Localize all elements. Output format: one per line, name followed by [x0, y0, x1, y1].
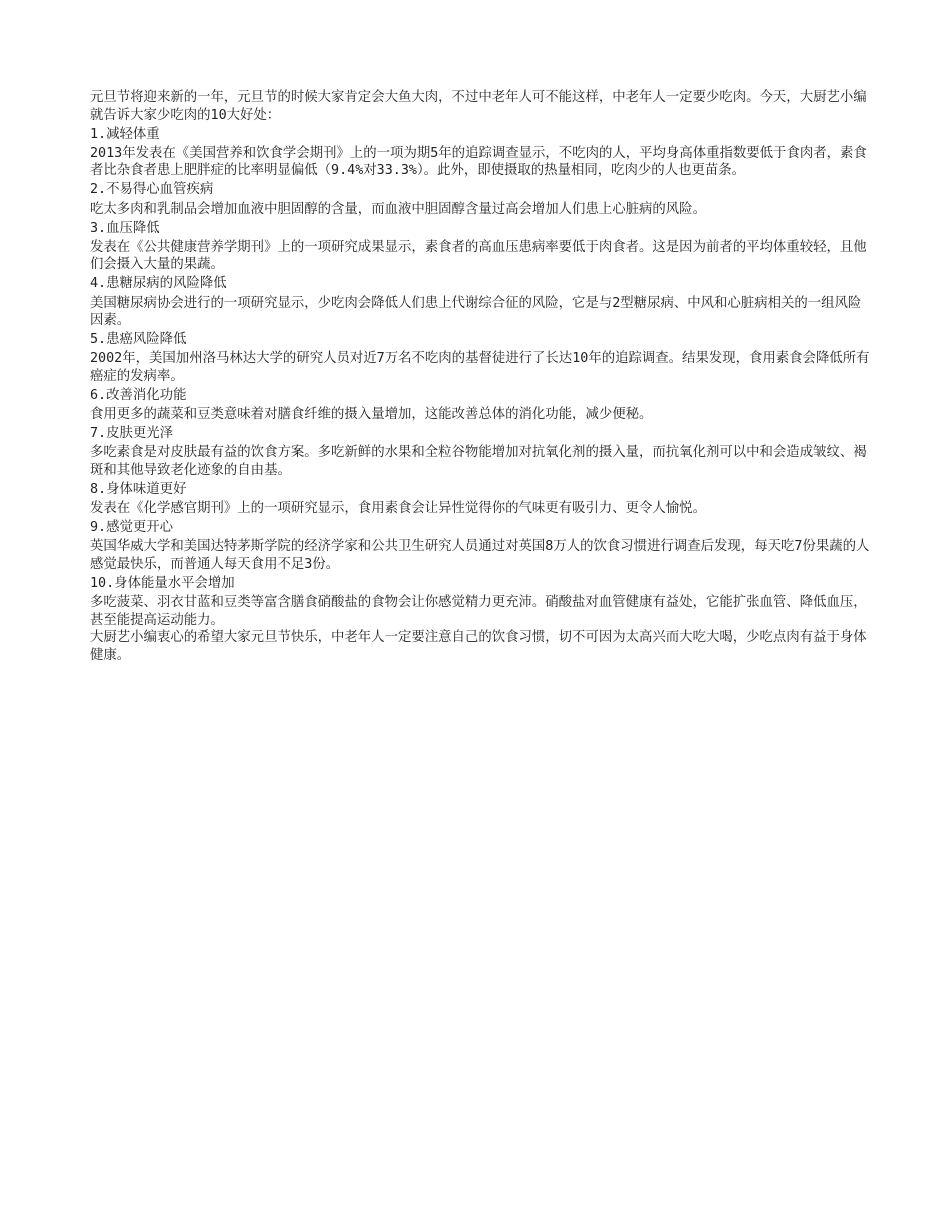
article [90, 89, 870, 664]
section-body-1: 2013年发表在《美国营养和饮食学会期刊》上的一项为期5年的追踪调查显示，不吃肉的人，平均身高体重指数要低于食肉者，素食者比杂食者患上肥胖症的比率明显偏低（9.4%对33.3%）。此外，即使摄取的热量相同，吃肉少的人也更苗条。 [90, 145, 867, 179]
section-heading-10: 10.身体能量水平会增加 [90, 575, 235, 591]
section-body-2: 吃太多肉和乳制品会增加血液中胆固醇的含量，而血液中胆固醇含量过高会增加人们患上心脏病的风险。 [90, 201, 706, 217]
section-heading-4: 4.患糖尿病的风险降低 [90, 276, 227, 292]
section-body-10: 多吃菠菜、羽衣甘蓝和豆类等富含膳食硝酸盐的食物会让你感觉精力更充沛。硝酸盐对血管健康有益处，它能扩张血管、降低血压，甚至能提高运动能力。 [90, 595, 867, 628]
section-body-9: 英国华威大学和美国达特茅斯学院的经济学家和公共卫生研究人员通过对英国8万人的饮食习惯进行调查后发现，每天吃7份果蔬的人感觉最快乐，而普通人每天食用不足3份。 [90, 539, 870, 572]
section-body-4: 美国糖尿病协会进行的一项研究显示，少吃肉会降低人们患上代谢综合征的风险，它是与2型糖尿病、中风和心脏病相关的一组风险因素。 [90, 295, 862, 329]
section-body-6: 食用更多的蔬菜和豆类意味着对膳食纤维的摄入量增加，这能改善总体的消化功能，减少便秘。 [90, 407, 653, 423]
section-heading-2: 2.不易得心血管疾病 [90, 182, 214, 198]
section-body-3: 发表在《公共健康营养学期刊》上的一项研究成果显示，素食者的高血压患病率要低于肉食者。这是因为前者的平均体重较轻，且他们会摄入大量的果蔬。 [90, 239, 867, 273]
section-heading-1: 1.减轻体重 [90, 126, 160, 142]
section-heading-6: 6.改善消化功能 [90, 388, 187, 403]
section-heading-8: 8.身体味道更好 [90, 481, 187, 497]
section-body-8: 发表在《化学感官期刊》上的一项研究显示，食用素食会让异性觉得你的气味更有吸引力、更令人愉悦。 [90, 501, 706, 517]
intro-paragraph: 元旦节将迎来新的一年，元旦节的时候大家肯定会大鱼大肉，不过中老年人可不能这样，中老年人一定要少吃肉。今天，大厨艺小编就告诉大家少吃肉的10大好处： [90, 90, 867, 123]
section-heading-7: 7.皮肤更光泽 [90, 426, 174, 442]
closing-paragraph: 大厨艺小编衷心的希望大家元旦节快乐，中老年人一定要注意自己的饮食习惯，切不可因为太高兴而大吃大喝，少吃点肉有益于身体健康。 [90, 630, 867, 663]
section-body-7: 多吃素食是对皮肤最有益的饮食方案。多吃新鲜的水果和全粒谷物能增加对抗氧化剂的摄入量，而抗氧化剂可以中和会造成皱纹、褐斑和其他导致老化迹象的自由基。 [90, 445, 867, 478]
section-heading-5: 5.患癌风险降低 [90, 332, 187, 348]
section-body-5: 2002年，美国加州洛马林达大学的研究人员对近7万名不吃肉的基督徒进行了长达10年的追踪调查。结果发现，食用素食会降低所有癌症的发病率。 [90, 351, 870, 384]
section-heading-3: 3.血压降低 [90, 220, 160, 236]
section-heading-9: 9.感觉更开心 [90, 520, 174, 536]
